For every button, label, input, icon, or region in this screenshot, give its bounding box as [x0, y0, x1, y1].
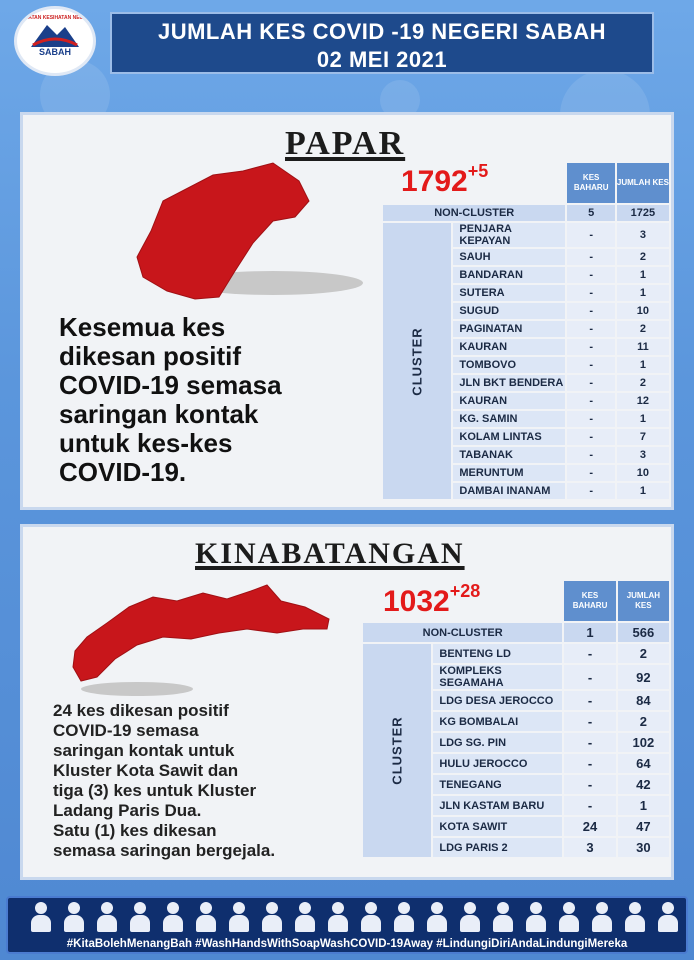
non-cluster-total: 566	[618, 623, 669, 642]
cluster-new: -	[567, 357, 614, 373]
person-icon	[292, 902, 318, 932]
desc-line: Ladang Paris Dua.	[53, 801, 202, 820]
desc-line: Kesemua kes	[59, 312, 226, 342]
cluster-name: TENEGANG	[433, 775, 562, 794]
cluster-new: -	[567, 375, 614, 391]
desc-line: 24 kes dikesan positif	[53, 701, 229, 720]
desc-line: saringan kontak	[59, 399, 259, 429]
cluster-total: 11	[617, 339, 669, 355]
cluster-new: -	[567, 465, 614, 481]
mountain-icon	[17, 19, 93, 49]
cluster-total: 47	[618, 817, 669, 836]
cluster-new: -	[564, 796, 615, 815]
cluster-name: PAGINATAN	[453, 321, 565, 337]
person-icon	[523, 902, 549, 932]
kinabatangan-map-shape	[67, 581, 337, 701]
cluster-total: 3	[617, 223, 669, 247]
district-title-papar: PAPAR	[285, 125, 406, 162]
cluster-new: -	[567, 285, 614, 301]
person-icon	[556, 902, 582, 932]
cluster-name: TOMBOVO	[453, 357, 565, 373]
cluster-total: 1	[617, 267, 669, 283]
cluster-total: 42	[618, 775, 669, 794]
papar-map-shape	[123, 161, 383, 311]
cluster-total: 12	[617, 393, 669, 409]
papar-description	[59, 313, 349, 487]
cluster-name: SAUH	[453, 249, 565, 265]
cluster-new: -	[567, 483, 614, 499]
desc-line: tiga (3) kes untuk Kluster	[53, 781, 257, 800]
desc-line: COVID-19 semasa	[53, 721, 199, 740]
cluster-name: HULU JEROCCO	[433, 754, 562, 773]
person-icon	[127, 902, 153, 932]
cluster-new: -	[567, 447, 614, 463]
cluster-total: 10	[617, 465, 669, 481]
col-header-total: JUMLAH KES	[617, 163, 669, 203]
cluster-name: TABANAK	[453, 447, 565, 463]
cluster-new: 24	[564, 817, 615, 836]
table-row	[363, 644, 669, 663]
cluster-total: 2	[618, 644, 669, 663]
cluster-new: -	[564, 754, 615, 773]
cluster-total: 92	[618, 665, 669, 689]
cluster-name: LDG PARIS 2	[433, 838, 562, 857]
cluster-name: KOLAM LINTAS	[453, 429, 565, 445]
papar-case-table	[381, 161, 671, 501]
person-icon	[655, 902, 681, 932]
cluster-new: 3	[564, 838, 615, 857]
cluster-total: 102	[618, 733, 669, 752]
cluster-new: -	[567, 223, 614, 247]
cluster-name: MERUNTUM	[453, 465, 565, 481]
cluster-name: KAURAN	[453, 339, 565, 355]
page-date: 02 MEI 2021	[316, 47, 448, 72]
cluster-new: -	[567, 393, 614, 409]
papar-total-value: 1792	[401, 165, 468, 198]
person-icon	[490, 902, 516, 932]
non-cluster-new: 1	[564, 623, 615, 642]
table-row	[383, 205, 669, 221]
cluster-name: BENTENG LD	[433, 644, 562, 663]
kinabatangan-description	[53, 701, 353, 861]
person-icon	[94, 902, 120, 932]
person-icon	[259, 902, 285, 932]
col-header-new: KES BAHARU	[564, 581, 615, 621]
kinabatangan-new-count: +28	[449, 581, 481, 601]
person-icon	[61, 902, 87, 932]
jkn-sabah-logo	[14, 6, 96, 76]
person-icon	[391, 902, 417, 932]
cluster-name: KOMPLEKS SEGAMAHA	[433, 665, 562, 689]
cluster-name: BANDARAN	[453, 267, 565, 283]
cluster-total: 7	[617, 429, 669, 445]
person-icon	[358, 902, 384, 932]
person-icon	[28, 902, 54, 932]
desc-line: Satu (1) kes dikesan	[53, 821, 217, 840]
cluster-new: -	[567, 267, 614, 283]
cluster-name: KOTA SAWIT	[433, 817, 562, 836]
non-cluster-label: NON-CLUSTER	[383, 205, 565, 221]
cluster-total: 30	[618, 838, 669, 857]
logo-text: JABATAN KESIHATAN NEGERI	[18, 15, 92, 21]
desc-line: COVID-19.	[59, 457, 187, 487]
cluster-label: CLUSTER	[383, 223, 451, 499]
cluster-name: SUTERA	[453, 285, 565, 301]
cluster-total: 2	[618, 712, 669, 731]
cluster-total: 84	[618, 691, 669, 710]
person-icon	[424, 902, 450, 932]
person-icon	[589, 902, 615, 932]
col-header-new: KES BAHARU	[567, 163, 614, 203]
cluster-name: SUGUD	[453, 303, 565, 319]
cluster-name: DAMBAI INANAM	[453, 483, 565, 499]
cluster-name: KAURAN	[453, 393, 565, 409]
papar-panel	[20, 112, 674, 510]
page-title: JUMLAH KES COVID -19 NEGERI SABAH	[157, 19, 606, 44]
cluster-new: -	[567, 429, 614, 445]
person-icon	[226, 902, 252, 932]
kinabatangan-total-value: 1032	[383, 585, 450, 618]
cluster-new: -	[564, 712, 615, 731]
cluster-total: 1	[617, 357, 669, 373]
footer-banner	[6, 896, 688, 954]
cluster-total: 2	[617, 375, 669, 391]
cluster-name: JLN BKT BENDERA	[453, 375, 565, 391]
cluster-new: -	[567, 339, 614, 355]
cluster-name: JLN KASTAM BARU	[433, 796, 562, 815]
person-icon	[325, 902, 351, 932]
table-row	[383, 223, 669, 247]
cluster-total: 1	[618, 796, 669, 815]
desc-line: untuk kes-kes	[59, 428, 233, 458]
district-title-kinabatangan: KINABATANGAN	[195, 537, 465, 570]
desc-line: COVID-19 semasa	[59, 370, 282, 400]
cluster-name: LDG DESA JEROCCO	[433, 691, 562, 710]
desc-line: saringan kontak untuk	[53, 741, 235, 760]
non-cluster-label: NON-CLUSTER	[363, 623, 562, 642]
title-banner	[110, 12, 654, 74]
kinabatangan-panel	[20, 524, 674, 880]
desc-line: Kluster Kota Sawit dan	[53, 761, 239, 780]
cluster-name: LDG SG. PIN	[433, 733, 562, 752]
cluster-total: 3	[617, 447, 669, 463]
person-icon	[160, 902, 186, 932]
cluster-total: 1	[617, 285, 669, 301]
desc-line: semasa saringan bergejala.	[53, 841, 276, 860]
cluster-total: 10	[617, 303, 669, 319]
cluster-new: -	[564, 691, 615, 710]
cluster-name: PENJARA KEPAYAN	[453, 223, 565, 247]
cluster-new: -	[564, 665, 615, 689]
non-cluster-new: 5	[567, 205, 614, 221]
cluster-total: 1	[617, 411, 669, 427]
person-icon	[457, 902, 483, 932]
cluster-new: -	[567, 249, 614, 265]
cluster-name: KG. SAMIN	[453, 411, 565, 427]
table-row	[363, 623, 669, 642]
cluster-new: -	[564, 644, 615, 663]
cluster-new: -	[567, 303, 614, 319]
cluster-total: 2	[617, 249, 669, 265]
kinabatangan-case-table	[361, 579, 671, 859]
cluster-label: CLUSTER	[363, 644, 431, 857]
footer-hashtags: #KitaBolehMenangBah #WashHandsWithSoapWashCOVID-19Away #LindungiDiriAndaLindungiMereka	[66, 938, 628, 950]
desc-line: dikesan positif	[59, 341, 242, 371]
logo-name: SABAH	[38, 47, 71, 57]
col-header-total: JUMLAH KES	[618, 581, 669, 621]
cluster-total: 1	[617, 483, 669, 499]
papar-new-count: +5	[467, 161, 489, 181]
cluster-new: -	[567, 321, 614, 337]
cluster-name: KG BOMBALAI	[433, 712, 562, 731]
cluster-new: -	[567, 411, 614, 427]
non-cluster-total: 1725	[617, 205, 669, 221]
person-icon	[193, 902, 219, 932]
cluster-total: 64	[618, 754, 669, 773]
cluster-new: -	[564, 775, 615, 794]
cluster-total: 2	[617, 321, 669, 337]
cluster-new: -	[564, 733, 615, 752]
person-icon	[622, 902, 648, 932]
